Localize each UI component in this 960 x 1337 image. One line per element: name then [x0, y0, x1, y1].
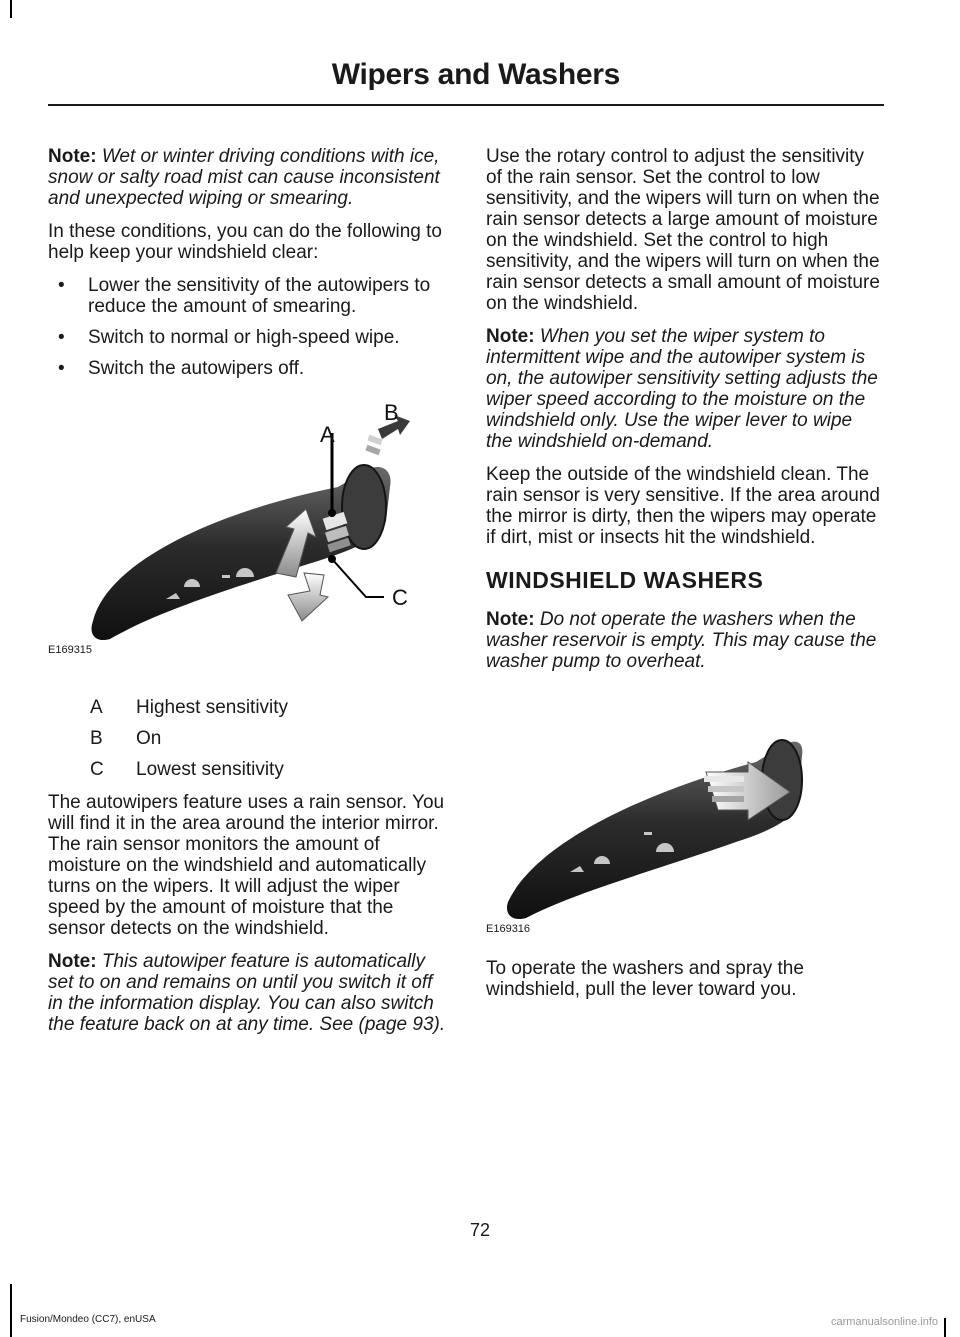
note-autowiper-default: Note: This autowiper feature is automatically set to on and remains on until you switch it off in the information display. You can also switch the feature back on at any time. See (page 93).: [48, 951, 446, 1035]
figure-code: E169315: [48, 644, 93, 656]
figure-autowiper-sensitivity: [48, 391, 448, 661]
footer-model: Fusion/Mondeo (CC7), enUSA: [20, 1314, 156, 1325]
crop-mark-bottom-right: [944, 1318, 946, 1337]
note-intermittent-wipe: Note: When you set the wiper system to intermittent wipe and the autowiper system is on, the autowiper sensitivity setting adjusts the wiper speed according to the moisture on the windshield only. Use the wiper lever to wipe the windshield on-demand.: [486, 326, 878, 452]
header-rule: [48, 104, 884, 106]
crop-mark-top-left: [10, 0, 12, 18]
note-wet-conditions: Note: Wet or winter driving conditions with ice, snow or salty road mist can cause inconsistent and unexpected wiping or smearing.: [48, 146, 440, 209]
callout-c: C: [392, 585, 408, 610]
callout-legend: [48, 697, 448, 780]
list-item: • Lower the sensitivity of the autowipers to reduce the amount of smearing.: [48, 275, 448, 317]
rotary-control-paragraph: Use the rotary control to adjust the sensitivity of the rain sensor. Set the control to low sensitivity, and the wipers will turn on when the rain sensor detects a large amount of moisture on the windshield. Set the control to high sensitivity, and the wipers will turn on when the rain sensor detects a small amount of moisture on the windshield.: [486, 146, 880, 314]
crop-mark-bottom-left: [10, 1284, 12, 1337]
watermark: carmanualsonline.info: [830, 1316, 938, 1328]
page-number: 72: [469, 1220, 491, 1240]
list-item: • Switch to normal or high-speed wipe.: [48, 327, 448, 348]
legend-row: A Highest sensitivity: [90, 697, 289, 718]
washer-lever-illustration: [486, 692, 882, 940]
legend-row: B On: [90, 728, 162, 749]
left-column: [48, 146, 448, 1047]
keep-clean-paragraph: Keep the outside of the windshield clean. The rain sensor is very sensitive. If the area around the mirror is dirty, then the wipers may operate if dirt, mist or insects hit the windshield.: [486, 464, 880, 548]
tips-list: [48, 275, 448, 379]
figure-washer-lever: [486, 692, 882, 940]
operate-washers-paragraph: To operate the washers and spray the windshield, pull the lever toward you.: [486, 958, 804, 1000]
section-heading-washers: WINDSHIELD WASHERS: [486, 567, 764, 593]
intro-paragraph: In these conditions, you can do the following to help keep your windshield clear:: [48, 221, 442, 263]
rain-sensor-paragraph: The autowipers feature uses a rain sensor. You will find it in the area around the interior mirror. The rain sensor monitors the amount of moisture on the windshield and automatically turns on the wipers. It will adjust the wiper speed by the amount of moisture that the sensor detects on the windshield.: [48, 792, 445, 939]
legend-row: C Lowest sensitivity: [90, 759, 284, 780]
note-washer-reservoir: Note: Do not operate the washers when the washer reservoir is empty. This may cause the washer pump to overheat.: [486, 609, 877, 672]
right-column: [486, 146, 882, 1012]
list-item: • Switch the autowipers off.: [48, 358, 448, 379]
callout-b: B: [384, 400, 399, 425]
page-title: Wipers and Washers: [331, 58, 620, 91]
callout-a: A: [320, 422, 335, 447]
figure-code: E169316: [486, 923, 531, 935]
wiper-lever-illustration: [48, 391, 448, 661]
